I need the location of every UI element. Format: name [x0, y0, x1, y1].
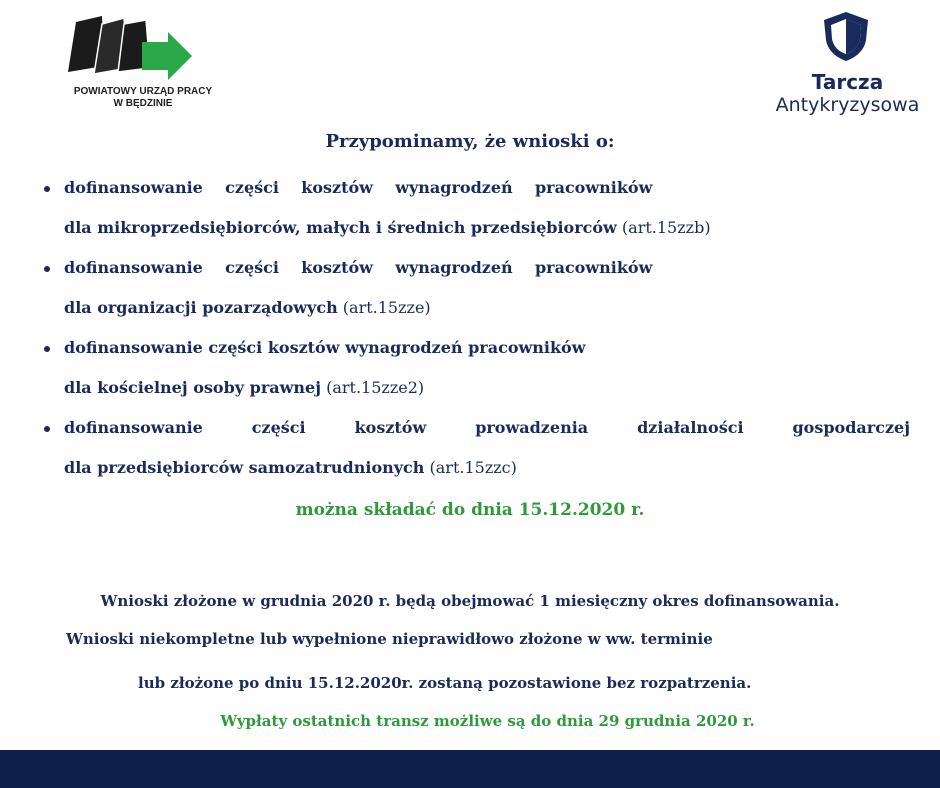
- shield-icon: [820, 10, 872, 62]
- item-line1: dofinansowanie części kosztów wynagrodzeń pracowników: [64, 178, 653, 197]
- tarcza-logo: [760, 10, 935, 120]
- item-line2: dla kościelnej osoby prawnej (art.15zze2): [64, 378, 425, 397]
- bullet-icon: [44, 266, 50, 272]
- item-line1: dofinansowanie części kosztów prowadzenia działalności gospodarczej: [64, 418, 910, 437]
- note-line4: Wypłaty ostatnich transz możliwe są do dnia 29 grudnia 2020 r.: [220, 712, 755, 730]
- bullet-icon: [44, 186, 50, 192]
- brand-line1: Tarcza: [811, 70, 884, 94]
- page-heading: Przypominamy, że wnioski o:: [325, 131, 615, 152]
- item-line1: dofinansowanie części kosztów wynagrodzeń pracowników: [64, 258, 653, 277]
- brand-line2: Antykryzysowa: [775, 94, 920, 116]
- bullet-icon: [44, 346, 50, 352]
- note-line3: lub złożone po dniu 15.12.2020r. zostaną pozostawione bez rozpatrzenia.: [138, 674, 752, 692]
- note-line2: Wnioski niekompletne lub wypełnione nieprawidłowo złożone w ww. terminie: [66, 630, 713, 648]
- item-line1: dofinansowanie części kosztów wynagrodzeń pracowników: [64, 338, 586, 357]
- note-line1: Wnioski złożone w grudnia 2020 r. będą obejmować 1 miesięczny okres dofinansowania.: [100, 592, 840, 610]
- pup-org-name: [58, 86, 228, 110]
- item-line2: dla przedsiębiorców samozatrudnionych (art.15zzc): [64, 458, 517, 477]
- org-name-line1: POWIATOWY URZĄD PRACY: [73, 86, 213, 97]
- item-line2: dla organizacji pozarządowych (art.15zze): [64, 298, 431, 317]
- org-name-line2: W BĘDZINIE: [113, 98, 173, 109]
- item-line2: dla mikroprzedsiębiorców, małych i średnich przedsiębiorców (art.15zzb): [64, 218, 711, 237]
- pup-logo: [58, 14, 228, 114]
- deadline-text: można składać do dnia 15.12.2020 r.: [295, 500, 645, 520]
- pup-logo-icon: [58, 14, 228, 84]
- bullet-icon: [44, 426, 50, 432]
- footer-bar: [0, 750, 940, 788]
